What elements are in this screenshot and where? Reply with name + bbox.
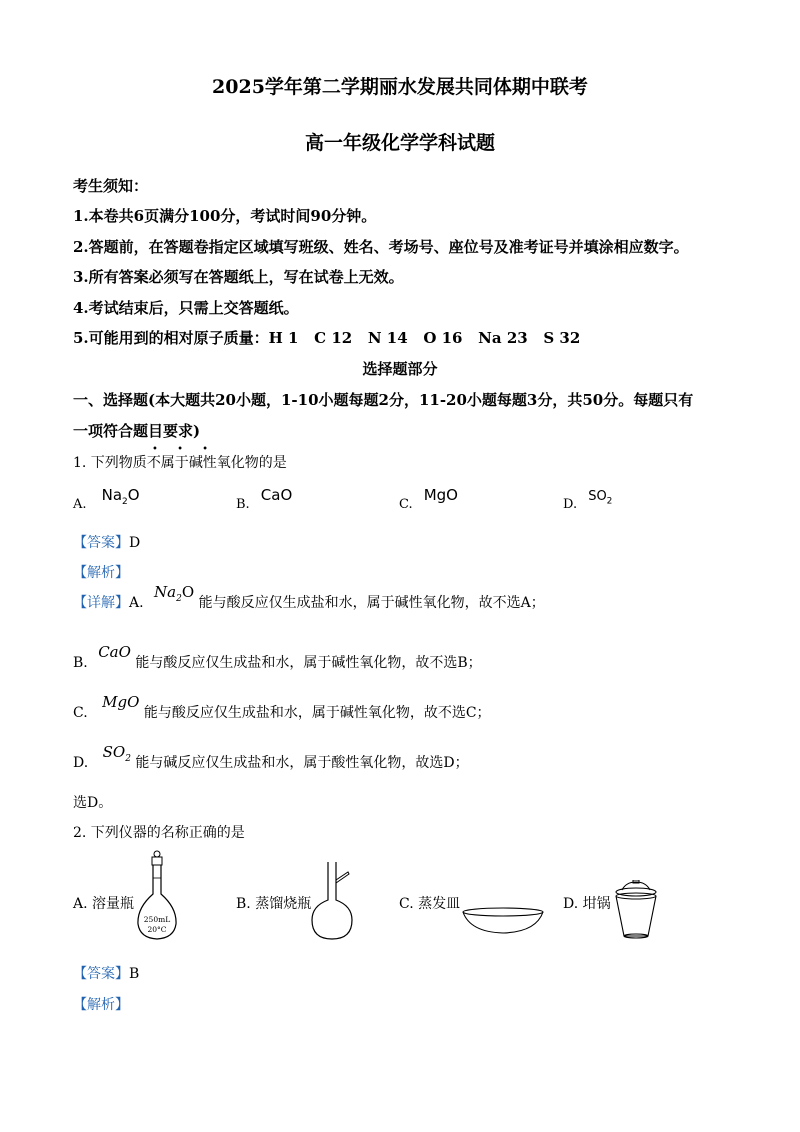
section-instruction-line2: 一项符合题目要求) [73,422,201,440]
q1-detail-c: C. MgO 能与酸反应仅生成盐和水，属于碱性氧化物，故不选C； [73,693,491,721]
q1-emphasis: 不属于 [146,455,189,471]
section-title: 选择题部分 [362,360,438,378]
q1-stem: 1. 下列物质不属于碱性氧化物的是 [73,452,287,472]
section-instruction-line1: 一、选择题(本大题共20小题，1-10小题每题2分，11-20小题每题3分，共50分。每题只有 [73,391,694,409]
q1-detail-b: B. CaO 能与酸反应仅生成盐和水，属于碱性氧化物，故不选B； [73,643,482,671]
flask-temp-text: 20°C [147,925,167,934]
q2-option-b-label: B. 蒸馏烧瓶 [236,896,312,912]
notice-item-2: 2.答题前，在答题卷指定区域填写班级、姓名、考场号、座位号及准考证号并填涂相应数字。 [73,238,689,256]
q1-conclusion: 选D。 [73,795,113,811]
q1-option-d: $_{D.}$ $SO_2$ [563,489,613,512]
q2-option-d-label: D. 坩锅 [563,896,611,912]
q2-option-c-label: C. 蒸发皿 [399,896,461,912]
volumetric-flask-icon [134,848,180,942]
exam-title: 2025学年第二学期丽水发展共同体期中联考 [212,76,588,98]
crucible-icon [612,880,660,940]
q1-option-a: $_{A.}$ $Na_2O$ [73,486,140,512]
notice-heading: 考生须知： [73,177,149,195]
q1-detail-d: D. $SO_2$ 能与碱反应仅生成盐和水，属于酸性氧化物，故选D； [73,743,469,771]
flask-volume-text: 250mL [143,915,171,924]
distillation-flask-icon [308,860,358,942]
q2-option-a-label: A. 溶量瓶 [73,896,135,912]
notice-item-4: 4.考试结束后，只需上交答题纸。 [73,299,299,317]
notice-item-1: 1.本卷共6页满分100分，考试时间90分钟。 [73,207,377,225]
exam-subtitle: 高一年级化学学科试题 [304,132,495,154]
q2-answer: 【答案】B [73,966,140,982]
notice-item-3: 3.所有答案必须写在答题纸上，写在试卷上无效。 [73,268,404,286]
q1-analysis-tag: 【解析】 [73,565,129,581]
q1-option-c: $_{C.}$ MgO [399,486,458,512]
emphasis-dots-icon: • • • [152,444,217,455]
notice-item-5: 5.可能用到的相对原子质量：H 1 C 12 N 14 O 16 Na 23 S 32 [73,329,581,347]
evaporating-dish-icon [460,906,546,936]
q2-analysis-tag: 【解析】 [73,997,129,1013]
q1-option-b: $_{B.}$ CaO [236,486,293,512]
q2-stem: 2. 下列仪器的名称正确的是 [73,825,245,841]
q1-answer: 【答案】D [73,535,141,551]
q1-detail-a: 【详解】A. $Na_2O$ 能与酸反应仅生成盐和水，属于碱性氧化物，故不选A； [73,583,545,611]
